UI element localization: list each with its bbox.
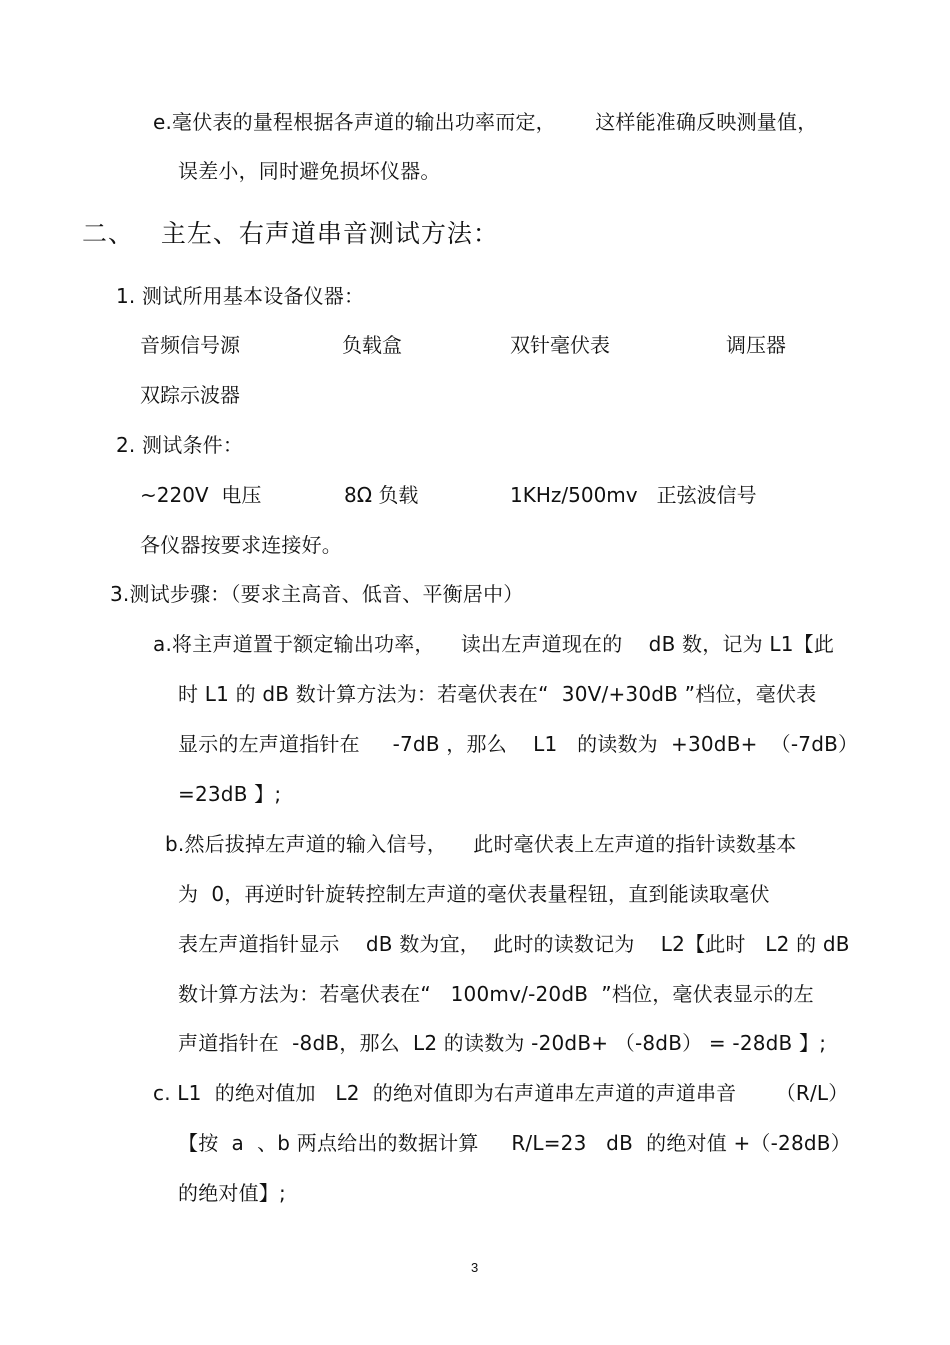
condition-item: 1KHz/500mv 正弦波信号 (510, 483, 757, 507)
equipment-item: 双针毫伏表 (510, 333, 610, 357)
item-2-label: 2. 测试条件： (116, 433, 244, 457)
condition-item: 8Ω 负载 (344, 483, 419, 507)
step-c-line: 【按 a 、b 两点给出的数据计算 R/L=23 dB 的绝对值 +（-28dB） (178, 1131, 851, 1155)
item-1-label: 1. 测试所用基本设备仪器： (116, 284, 365, 308)
step-a-line: 时 L1 的 dB 数计算方法为：若毫伏表在“ 30V/+30dB ”档位，毫伏表 (178, 682, 817, 706)
section-heading: 二、 主左、右声道串音测试方法： (82, 219, 499, 248)
equipment-item: 负载盒 (342, 333, 402, 357)
step-b-line: 数计算方法为：若毫伏表在“ 100mv/-20dB ”档位，毫伏表显示的左 (178, 982, 814, 1006)
item-e-line-1: e.毫伏表的量程根据各声道的输出功率而定， 这样能准确反映测量值， (153, 110, 818, 134)
page-number: 3 (471, 1260, 479, 1275)
step-c-line: c. L1 的绝对值加 L2 的绝对值即为右声道串左声道的声道串音 （R/L） (153, 1081, 849, 1105)
item-3-label: 3.测试步骤：（要求主高音、低音、平衡居中） (110, 582, 524, 606)
condition-item: ~220V 电压 (140, 483, 262, 507)
step-b-line: 表左声道指针显示 dB 数为宜， 此时的读数记为 L2【此时 L2 的 dB (178, 932, 850, 956)
step-b-line: 为 0，再逆时针旋转控制左声道的毫伏表量程钮，直到能读取毫伏 (178, 882, 770, 906)
equipment-item: 调压器 (726, 333, 786, 357)
step-a-line: 显示的左声道指针在 -7dB ，那么 L1 的读数为 +30dB+ （-7dB） (178, 732, 859, 756)
equipment-item: 音频信号源 (140, 333, 240, 357)
step-c-line: 的绝对值】; (178, 1181, 286, 1205)
step-a-line: =23dB 】; (178, 782, 282, 806)
step-b-line: 声道指针在 -8dB，那么 L2 的读数为 -20dB+ （-8dB） = -28dB 】; (178, 1031, 827, 1055)
step-a-line: a.将主声道置于额定输出功率， 读出左声道现在的 dB 数，记为 L1【此 (153, 632, 835, 656)
equipment-item: 双踪示波器 (140, 383, 240, 407)
step-b-line: b.然后拔掉左声道的输入信号， 此时毫伏表上左声道的指针读数基本 (165, 832, 797, 856)
condition-note: 各仪器按要求连接好。 (140, 533, 342, 557)
item-e-line-2: 误差小，同时避免损坏仪器。 (178, 159, 441, 183)
